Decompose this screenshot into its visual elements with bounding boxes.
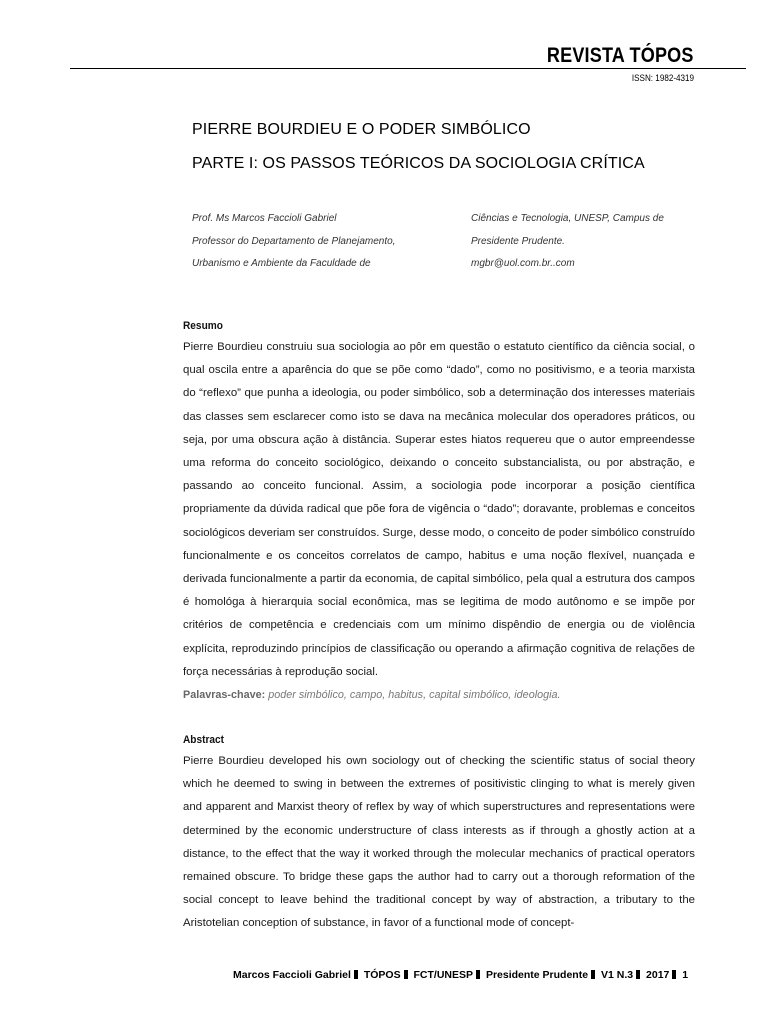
article-subtitle: PARTE I: OS PASSOS TEÓRICOS DA SOCIOLOGIA CRÍTICA: [192, 155, 645, 172]
resumo-heading: Resumo: [183, 320, 223, 332]
article-title: PIERRE BOURDIEU E O PODER SIMBÓLICO: [192, 121, 531, 138]
footer-separator: [636, 970, 640, 979]
abstract-heading: Abstract: [183, 734, 225, 746]
footer-separator: [354, 970, 358, 979]
footer-year: 2017: [646, 969, 670, 979]
keywords: [183, 684, 695, 707]
keywords-value: poder simbólico, campo, habitus, capital simbólico, ideologia.: [268, 689, 561, 702]
author-affiliation-line: Ciências e Tecnologia, UNESP, Campus de: [471, 213, 664, 224]
footer-volume: V1 N.3: [600, 969, 634, 979]
resumo-section: [183, 316, 695, 707]
author-affiliation-line: Professor do Departamento de Planejamento,: [192, 235, 396, 247]
footer-separator: [476, 970, 480, 979]
author-affiliation-line: Urbanismo e Ambiente da Faculdade de: [192, 258, 371, 269]
keywords-label: Palavras-chave:: [183, 689, 266, 702]
author-info-right: [471, 208, 711, 276]
footer-journal: TÓPOS: [363, 969, 401, 979]
footer-institution: FCT/UNESP: [413, 969, 474, 979]
footer-author: Marcos Faccioli Gabriel: [233, 969, 351, 979]
resumo-text: Pierre Bourdieu construiu sua sociologia ao pôr em questão o estatuto científico da ciência social, o qual oscila entre a aparência do que se põe como “dado”, como no positivismo, e a teoria marxista do “reflexo” que punha a ideologia, ou poder simbólico, sob a determinação dos interesses materiais das classes sem esclarecer como isto se dava na mecânica molecular dos operadores práticos, ou seja, por uma obscura ação à distância. Superar estes hiatos requereu que o autor empreendesse uma reforma do conceito sociológico, deixando o conceito substancialista, ou por abstração, e passando ao conceito funcional. Assim, a sociologia pode incorporar a posição científica propriamente da dúvida radical que põe fora de vigência o “dado”; doravante, problemas e conceitos sociológicos deveriam ser construídos. Surge, desse modo, o conceito de poder simbólico construído funcionalmente e os conceitos correlatos de campo, habitus e uma noção flexível, nuançada e derivada funcionalmente a partir da economia, de capital simbólico, pela qual a estrutura dos campos é homológa à hierarquia social econômica, mas se legitima de modo autônomo e se impõe por critérios de competência e credenciais com um mínimo dispêndio de energia ou de violência explícita, reproduzindo princípios de classificação ou operando a afirmação cognitiva de relações de força necessárias à reprodução social.: [183, 341, 695, 678]
footer-separator: [672, 970, 676, 979]
footer-separator: [404, 970, 408, 979]
footer-city: Presidente Prudente: [485, 969, 589, 979]
author-name: Prof. Ms Marcos Faccioli Gabriel: [192, 213, 337, 224]
footer-page-number: 1: [682, 969, 689, 979]
author-email: mgbr@uol.com.br..com: [471, 258, 575, 269]
footer-separator: [591, 970, 595, 979]
page-footer: [233, 965, 695, 979]
header-rule: [70, 68, 746, 69]
author-affiliation-line: Presidente Prudente.: [471, 235, 565, 247]
abstract-section: [183, 730, 695, 936]
abstract-text: Pierre Bourdieu developed his own sociology out of checking the scientific status of social theory which he deemed to swing in between the extremes of positivistic clinging to what is merely given and apparent and Marxist theory of reflex by way of which superstructures and representations were determined by the economic understructure of class interests as if through a ghostly action at a distance, to the effect that the way it worked through the molecular mechanics of practical operators remained obscure. To bridge these gaps the author had to carry out a thorough reformation of the social concept to leave behind the traditional concept by way of abstraction, a tributary to the Aristotelian conception of substance, in favor of a functional mode of concept-: [183, 755, 695, 930]
issn: ISSN: 1982-4319: [631, 73, 694, 83]
journal-title: REVISTA TÓPOS: [547, 44, 694, 67]
author-info-left: [192, 208, 452, 276]
